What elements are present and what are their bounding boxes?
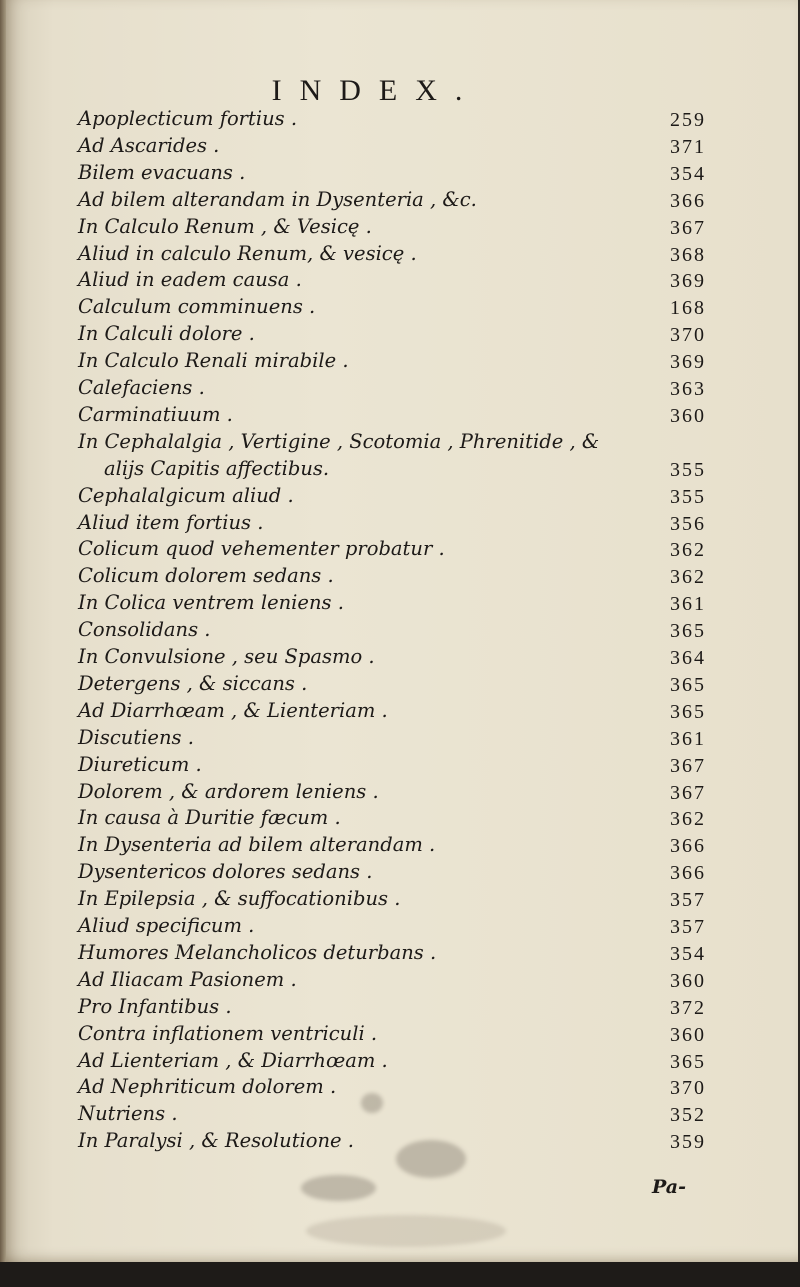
index-entry-title: Bilem evacuans . (78, 160, 246, 184)
index-entry-page: 259 (670, 109, 706, 131)
index-entry-title: Apoplecticum fortius . (78, 107, 298, 130)
index-entry-page: 355 (670, 485, 706, 508)
index-entry-page: 354 (670, 942, 706, 965)
index-entry-page: 362 (670, 539, 706, 562)
index-entry-title: In Cephalalgia , Vertigine , Scotomia , Phrenitide , & (78, 429, 600, 453)
index-entry-title: alijs Capitis affectibus. (104, 456, 330, 480)
index-entry-page: 360 (670, 1023, 706, 1046)
index-entry-title: Consolidans . (78, 618, 211, 642)
index-entry-page: 365 (670, 620, 706, 643)
index-entry-title: Pro Infantibus . (78, 994, 232, 1018)
index-entry-title: Colicum quod vehementer probatur . (78, 537, 445, 561)
index-entry-page: 355 (670, 458, 706, 481)
index-entry-page: 364 (670, 647, 706, 669)
index-entry-page: 357 (670, 889, 706, 912)
index-entry-page: 168 (670, 297, 706, 320)
index-entry-title: Aliud in eadem causa . (78, 268, 302, 292)
index-entry-page: 365 (670, 673, 706, 696)
index-entry-title: Dolorem , & ardorem leniens . (78, 779, 379, 803)
index-entry-page: 367 (670, 754, 706, 777)
index-entry-title: Colicum dolorem sedans . (78, 564, 334, 588)
index-entry-title: Diureticum . (78, 752, 202, 776)
index-entry-title: In causa à Duritie fæcum . (78, 806, 341, 830)
index-entry-title: Discutiens . (78, 725, 194, 749)
index-entry-title: Aliud in calculo Renum, & vesicę . (78, 241, 417, 265)
index-entry-title: In Paralysi , & Resolutione . (78, 1129, 354, 1153)
index-entry-title: In Calculo Renum , & Vesicę . (78, 214, 372, 238)
index-entry-title: Aliud item fortius . (78, 510, 264, 534)
index-entry-title: Ad Nephriticum dolorem . (78, 1075, 337, 1099)
scan-background (0, 1262, 800, 1287)
index-entry-page: 369 (670, 270, 706, 293)
page-header: INDEX. (271, 74, 481, 107)
index-entry-title: Ad Ascarides . (78, 133, 220, 157)
index-entry-title: Ad Diarrhœam , & Lienteriam . (78, 698, 388, 722)
index-entry-page: 368 (670, 243, 706, 266)
index-entry-page: 361 (670, 727, 706, 750)
index-entry-page: 365 (670, 1050, 706, 1073)
index-entry-title: In Calculi dolore . (78, 322, 255, 346)
index-entry-page: 367 (670, 781, 706, 804)
index-entry-page: 359 (670, 1131, 706, 1154)
index-entry-page: 370 (670, 324, 706, 347)
index-entry-title: In Epilepsia , & suffocationibus . (78, 887, 401, 911)
index-entry-title: Carminatiuum . (78, 402, 233, 426)
index-entry-title: In Dysenteria ad bilem alterandam . (78, 833, 436, 857)
index-entry-title: Cephalalgicum aliud . (78, 483, 294, 507)
index-entry-title: Detergens , & siccans . (78, 671, 308, 695)
catchword: Pa- (652, 1176, 686, 1198)
index-entry-title: Aliud specificum . (78, 914, 255, 937)
index-entry-page: 352 (670, 1104, 706, 1127)
index-entry-page: 356 (670, 512, 706, 535)
index-entry-page: 357 (670, 916, 706, 938)
index-entry-page: 362 (670, 566, 706, 589)
index-entry-page: 360 (670, 969, 706, 992)
index-entry-title: Ad bilem alterandam in Dysenteria , &c. (78, 187, 477, 211)
index-entry-title: Contra inflationem ventriculi . (78, 1021, 378, 1045)
index-entry-page: 362 (670, 808, 706, 831)
index-entry-page: 354 (670, 162, 706, 185)
index-entry-page: 371 (670, 135, 706, 158)
index-entry-page: 360 (670, 404, 706, 427)
index-entry-title: Dysentericos dolores sedans . (78, 860, 373, 884)
index-entry-page: 361 (670, 593, 706, 616)
index-entry-page: 366 (670, 835, 706, 858)
index-entry-title: In Calculo Renali mirabile . (78, 349, 349, 373)
index-entry-page: 372 (670, 996, 706, 1019)
index-entry-page: 367 (670, 216, 706, 239)
index-entry-title: Ad Lienteriam , & Diarrhœam . (78, 1048, 388, 1072)
index-entry-title: Calculum comminuens . (78, 295, 316, 319)
index-entry-title: Calefaciens . (78, 376, 205, 399)
index-entry-page: 366 (670, 862, 706, 885)
index-entry-page: 366 (670, 189, 706, 212)
index-entry-title: Nutriens . (78, 1102, 178, 1126)
index-entry-page: 370 (670, 1077, 706, 1100)
index-entry-page: 369 (670, 351, 706, 374)
index-entry-title: Humores Melancholicos deturbans . (78, 940, 437, 964)
index-entry-page: 365 (670, 700, 706, 723)
index-entry-title: In Colica ventrem leniens . (78, 591, 344, 615)
index-entry-title: Ad Iliacam Pasionem . (78, 967, 297, 991)
index-entry-title: In Convulsione , seu Spasmo . (78, 645, 375, 668)
index-entry-page: 363 (670, 378, 706, 400)
